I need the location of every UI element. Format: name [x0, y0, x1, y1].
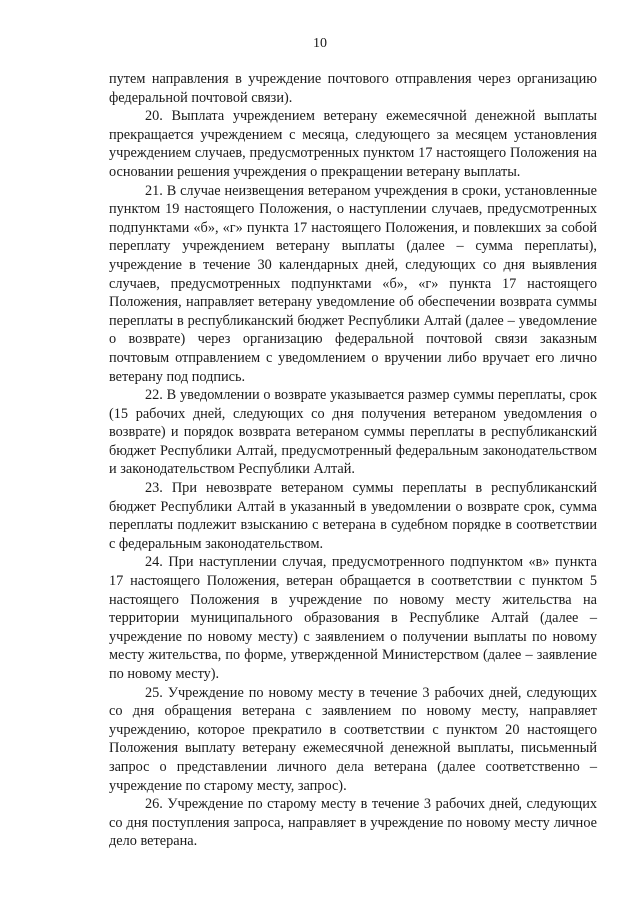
paragraph-continuation: путем направления в учреждение почтового отправления через организацию федеральной почтовой связи). [109, 71, 597, 106]
paragraph-26: 26. Учреждение по старому месту в течение 3 рабочих дней, следующих со дня поступления запроса, направляет в учреждение по новому месту личное дело ветерана. [109, 796, 597, 850]
paragraph-21: 21. В случае неизвещения ветераном учреждения в сроки, установленные пунктом 19 настоящего Положения, о наступлении случаев, предусмотренных подпунктами «б», «г» пункта 17 настоящего Положения, и повлекших за собой переплату учреждением ветерану выплаты (далее – сумма переплаты), учреждение в течение 30 календарных дней, следующих со дня выявления случаев, предусмотренных подпунктами «б», «г» пункта 17 настоящего Положения, направляет ветерану уведомление об обеспечении возврата суммы переплаты в республиканский бюджет Республики Алтай (далее – уведомление о возврате) через организацию федеральной почтовой связи заказным почтовым отправлением с уведомлением о вручении либо вручает его лично ветерану под подпись. [109, 182, 597, 385]
paragraph-25: 25. Учреждение по новому месту в течение 3 рабочих дней, следующих со дня обращения ветерана с заявлением по новому месту, направляет учреждению, которое прекратило в соответствии с пунктом 20 настоящего Положения выплату ветерану ежемесячной денежной выплаты, письменный запрос о представлении личного дела ветерана (далее соответственно – учреждение по старому месту, запрос). [109, 684, 597, 794]
page-number: 10 [313, 36, 327, 51]
paragraph-20: 20. Выплата учреждением ветерану ежемесячной денежной выплаты прекращается учреждением с месяца, следующего за месяцем установления учреждением случаев, предусмотренных пунктом 17 настоящего Положения на основании решения учреждения о прекращении ветерану выплаты. [109, 108, 597, 180]
document-body [109, 70, 597, 851]
paragraph-22: 22. В уведомлении о возврате указывается размер суммы переплаты, срок (15 рабочих дней, следующих со дня получения ветераном уведомления о возврате) и порядок возврата ветераном суммы переплаты в республиканский бюджет Республики Алтай, предусмотренный федеральным законодательством и законодательством Республики Алтай. [109, 387, 597, 478]
paragraph-23: 23. При невозврате ветераном суммы переплаты в республиканский бюджет Республики Алтай в указанный в уведомлении о возврате срок, сумма переплаты подлежит взысканию с ветерана в судебном порядке в соответствии с федеральным законодательством. [109, 480, 597, 552]
paragraph-24: 24. При наступлении случая, предусмотренного подпунктом «в» пункта 17 настоящего Положения, ветеран обращается в соответствии с пунктом 5 настоящего Положения в учреждение по новому месту жительства на территории муниципального образования в Республике Алтай (далее – учреждение по новому месту) с заявлением о получении выплаты по новому месту жительства, по форме, утвержденной Министерством (далее – заявление по новому месту). [109, 554, 597, 682]
